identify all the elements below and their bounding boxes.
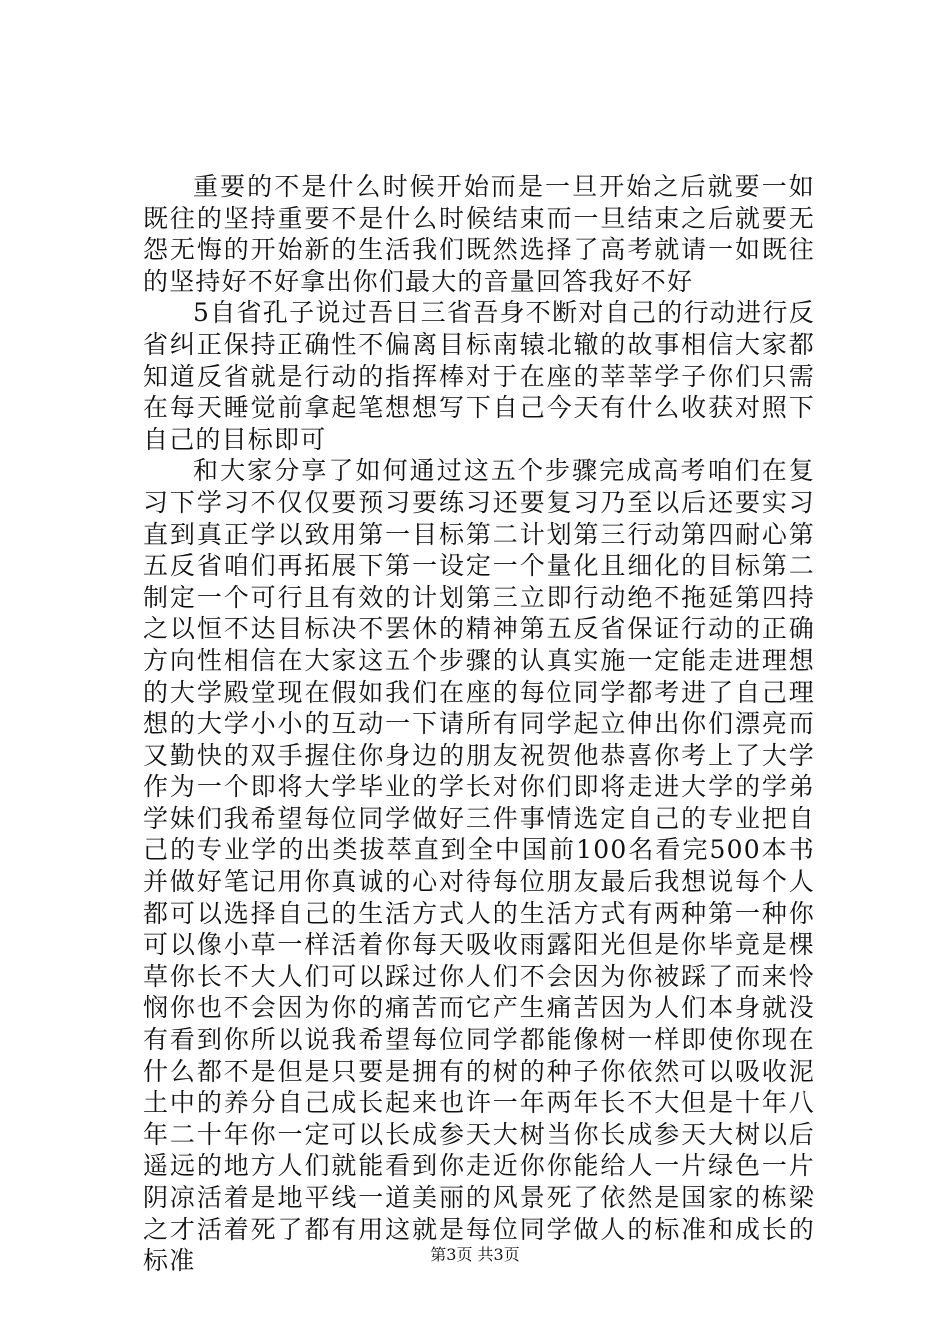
paragraph-2: 5自省孔子说过吾日三省吾身不断对自己的行动进行反省纠正保持正确性不偏离目标南辕北辙的故事相信大家都知道反省就是行动的指挥棒对于在座的莘莘学子你们只需在每天睡觉前拿起笔想想写下自己今天有什么收获对照下自己的目标即可 <box>143 298 815 454</box>
page-footer: 第3页 共3页 <box>430 1245 520 1264</box>
paragraph-1: 重要的不是什么时候开始而是一旦开始之后就要一如既往的坚持重要不是什么时候结束而一旦结束之后就要无怨无悔的开始新的生活我们既然选择了高考就请一如既往的坚持好不好拿出你们最大的音量回答我好不好 <box>143 172 815 296</box>
document-body <box>143 171 815 1277</box>
paragraph-3: 和大家分享了如何通过这五个步骤完成高考咱们在复习下学习不仅仅要预习要练习还要复习乃至以后还要实习直到真正学以致用第一目标第二计划第三行动第四耐心第五反省咱们再拓展下第一设定一个量化且细化的目标第二制定一个可行且有效的计划第三立即行动绝不拖延第四持之以恒不达目标决不罢休的精神第五反省保证行动的正确方向性相信在大家这五个步骤的认真实施一定能走进理想的大学殿堂现在假如我们在座的每位同学都考进了自己理想的大学小小的互动一下请所有同学起立伸出你们漂亮而又勤快的双手握住你身边的朋友祝贺他恭喜你考上了大学作为一个即将大学毕业的学长对你们即将走进大学的学弟学妹们我希望每位同学做好三件事情选定自己的专业把自己的专业学的出类拔萃直到全中国前100名看完500本书并做好笔记用你真诚的心对待每位朋友最后我想说每个人都可以选择自己的生活方式人的生活方式有两种第一种你可以像小草一样活着你每天吸收雨露阳光但是你毕竟是棵草你长不大人们可以踩过你人们不会因为你被踩了而来怜悯你也不会因为你的痛苦而它产生痛苦因为人们本身就没有看到你所以说我希望每位同学都能像树一样即使你现在什么都不是但是只要是拥有的树的种子你依然可以吸收泥土中的养分自己成长起来也许一年两年长不大但是十年八年二十年你一定可以长成参天大树当你长成参天大树以后遥远的地方人们就能看到你走近你你能给人一片绿色一片阴凉活着是地平线一道美丽的风景死了依然是国家的栋梁之才活着死了都有用这就是每位同学做人的标准和成长的标准 <box>143 456 815 1276</box>
